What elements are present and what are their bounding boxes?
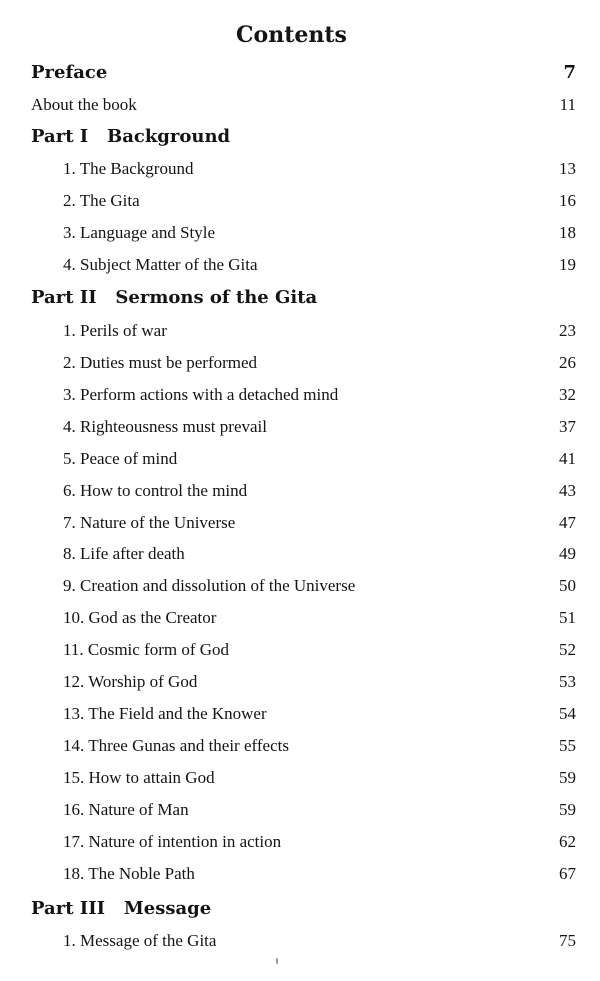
entry-title: 12. Worship of God	[63, 672, 198, 691]
toc-entry	[0, 797, 600, 823]
toc-entry	[0, 92, 600, 118]
toc-entry	[0, 669, 600, 695]
entry-title: 9. Creation and dissolution of the Universe	[63, 576, 356, 595]
toc-entry	[0, 637, 600, 663]
entry-title: Part I Background	[31, 126, 231, 147]
entry-title: 2. The Gita	[63, 191, 140, 210]
entry-page-number: 43	[559, 481, 576, 500]
toc-entry	[0, 350, 600, 376]
toc-entry	[0, 156, 600, 182]
entry-title: 5. Peace of mind	[63, 449, 178, 468]
entry-page-number: 55	[559, 736, 576, 755]
entry-page-number: 32	[559, 385, 576, 404]
entry-title: 11. Cosmic form of God	[63, 640, 230, 659]
entry-page-number: 16	[559, 191, 576, 210]
entry-title: 4. Righteousness must prevail	[63, 417, 267, 436]
entry-title: 7. Nature of the Universe	[63, 513, 236, 532]
toc-entry	[0, 414, 600, 440]
entry-title: 3. Perform actions with a detached mind	[63, 385, 339, 404]
toc-heading	[0, 124, 600, 150]
toc-entry	[0, 446, 600, 472]
entry-page-number: 11	[559, 95, 576, 114]
entry-page-number: 23	[559, 321, 576, 340]
entry-page-number: 53	[559, 672, 576, 691]
toc-entry	[0, 220, 600, 246]
entry-page-number: 75	[559, 931, 576, 950]
entry-page-number: 7	[563, 62, 576, 83]
print-speck	[276, 958, 278, 964]
entry-page-number: 67	[559, 864, 576, 883]
toc-heading	[0, 896, 600, 922]
entry-title: 14. Three Gunas and their effects	[63, 736, 289, 755]
entry-page-number: 41	[559, 449, 576, 468]
entry-page-number: 59	[559, 768, 576, 787]
toc-entry	[0, 541, 600, 567]
entry-title: 2. Duties must be performed	[63, 353, 258, 372]
entry-page-number: 54	[559, 704, 576, 723]
entry-title: 16. Nature of Man	[63, 800, 189, 819]
toc-entry	[0, 188, 600, 214]
entry-title: 1. The Background	[63, 159, 194, 178]
entry-title: 18. The Noble Path	[63, 864, 195, 883]
entry-title: 13. The Field and the Knower	[63, 704, 267, 723]
entry-title: 8. Life after death	[63, 544, 185, 563]
entry-page-number: 62	[559, 832, 576, 851]
entry-title: 3. Language and Style	[63, 223, 216, 242]
toc-entry	[0, 478, 600, 504]
entry-page-number: 52	[559, 640, 576, 659]
entry-page-number: 18	[559, 223, 576, 242]
entry-page-number: 47	[559, 513, 576, 532]
toc-heading	[0, 285, 600, 311]
toc-entry	[0, 252, 600, 278]
entry-page-number: 50	[559, 576, 576, 595]
toc-entry	[0, 861, 600, 887]
entry-title: 17. Nature of intention in action	[63, 832, 282, 851]
toc-entry	[0, 510, 600, 536]
toc-entry	[0, 573, 600, 599]
entry-title: About the book	[31, 95, 137, 114]
entry-page-number: 51	[559, 608, 576, 627]
entry-page-number: 37	[559, 417, 576, 436]
entry-page-number: 13	[559, 159, 576, 178]
toc-entry	[0, 701, 600, 727]
entry-title: Part III Message	[31, 898, 212, 919]
toc-entry	[0, 829, 600, 855]
toc-entry	[0, 382, 600, 408]
toc-entry	[0, 733, 600, 759]
entry-page-number: 26	[559, 353, 576, 372]
entry-title: 6. How to control the mind	[63, 481, 248, 500]
entry-page-number: 59	[559, 800, 576, 819]
toc-entry	[0, 928, 600, 954]
toc-entry	[0, 605, 600, 631]
entry-page-number: 49	[559, 544, 576, 563]
entry-title: Part II Sermons of the Gita	[31, 287, 318, 308]
toc-entry	[0, 765, 600, 791]
entry-title: 1. Perils of war	[63, 321, 167, 340]
entry-title: Preface	[31, 62, 108, 83]
entry-title: 15. How to attain God	[63, 768, 215, 787]
entry-title: 10. God as the Creator	[63, 608, 217, 627]
toc-entry	[0, 318, 600, 344]
entry-title: 4. Subject Matter of the Gita	[63, 255, 258, 274]
entry-page-number: 19	[559, 255, 576, 274]
toc-heading	[0, 60, 600, 86]
entry-title: 1. Message of the Gita	[63, 931, 217, 950]
page-title: Contents	[236, 22, 347, 48]
